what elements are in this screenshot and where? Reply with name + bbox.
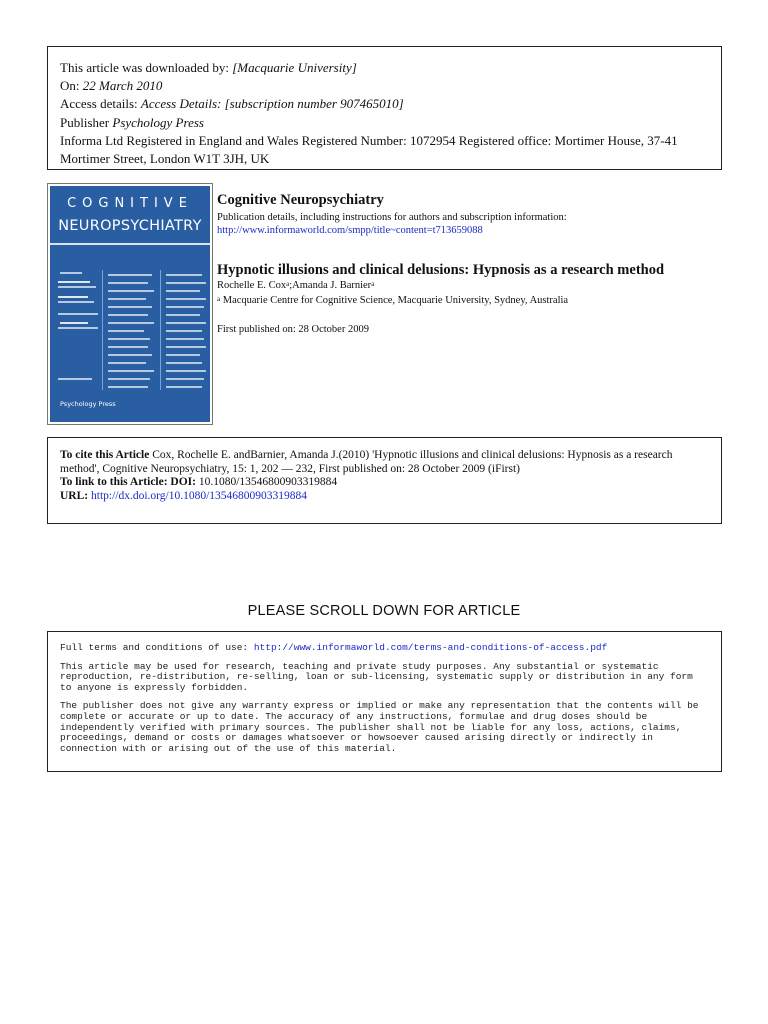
cover-text-line xyxy=(166,290,200,292)
cover-text-line xyxy=(58,327,98,329)
cover-text-line xyxy=(166,314,200,316)
journal-cover-art xyxy=(50,186,210,422)
article-title: Hypnotic illusions and clinical delusions: Hypnosis as a research method xyxy=(217,262,665,278)
cover-text-line xyxy=(166,282,206,284)
doi-label: To link to this Article: DOI: xyxy=(60,476,196,488)
downloaded-by-value: [Macquarie University] xyxy=(232,60,357,75)
citation-box xyxy=(47,437,722,524)
download-date-line xyxy=(60,77,709,95)
cover-text-line xyxy=(108,370,154,372)
cover-text-line xyxy=(108,386,148,388)
cover-text-line xyxy=(166,346,206,348)
cover-text-line xyxy=(108,282,148,284)
cover-text-line xyxy=(108,338,150,340)
affiliation-marker: a xyxy=(217,295,221,303)
author-affiliation xyxy=(217,294,568,307)
author-separator: ; xyxy=(289,280,293,291)
affiliation-marker: a xyxy=(286,280,290,288)
cover-column-divider xyxy=(160,270,161,390)
cover-text-line xyxy=(58,296,88,298)
cover-text-line xyxy=(108,354,152,356)
cover-publisher-logo: Psychology Press xyxy=(60,400,116,408)
access-details-value: Access Details: [subscription number 907465010] xyxy=(140,96,404,112)
cover-text-line xyxy=(58,313,98,315)
cover-text-line xyxy=(166,362,202,364)
cover-text-line xyxy=(166,338,204,340)
full-terms-line xyxy=(60,643,709,654)
scroll-down-message: PLEASE SCROLL DOWN FOR ARTICLE xyxy=(247,603,521,619)
url-line xyxy=(60,490,709,504)
download-date-value: 22 March 2010 xyxy=(82,78,163,94)
cover-text-line xyxy=(108,298,146,300)
doi-line xyxy=(60,476,709,490)
author-name: Amanda J. Barnier xyxy=(292,280,372,291)
cover-text-line xyxy=(58,301,94,303)
downloaded-by-line xyxy=(60,59,709,77)
doi-url-link[interactable]: http://dx.doi.org/10.1080/13546800903319884 xyxy=(91,489,308,502)
cover-title-line2: NEUROPSYCHIATRY xyxy=(58,218,202,234)
cover-text-line xyxy=(108,362,146,364)
cover-text-line xyxy=(60,272,82,274)
cover-text-line xyxy=(58,378,92,380)
download-date-label: On: xyxy=(60,78,80,94)
cover-text-line xyxy=(166,370,206,372)
cover-text-line xyxy=(166,330,202,332)
cover-text-line xyxy=(58,286,96,288)
publication-details: Publication details, including instructions for authors and subscription information: xyxy=(217,212,567,223)
cover-title-line1: COGNITIVE xyxy=(67,196,193,211)
terms-paragraph-use: This article may be used for research, teaching and private study purposes. Any substantial or systematic reproduction, re-distribution, re-selling, loan or sub-licensing, systematic supply or distribution in any form to anyone is expressly forbidden. xyxy=(60,660,693,693)
journal-title: Cognitive Neuropsychiatry xyxy=(217,192,384,208)
cover-text-line xyxy=(166,298,206,300)
registration-text: Informa Ltd Registered in England and Wales Registered Number: 1072954 Registered office: Mortimer House, 37-41 Mortimer Street, London W1T 3JH, UK xyxy=(60,132,678,167)
cover-text-line xyxy=(108,346,148,348)
cover-text-line xyxy=(60,322,88,324)
cover-text-line xyxy=(166,354,200,356)
cover-text-line xyxy=(166,274,202,276)
full-terms-label: Full terms and conditions of use: xyxy=(60,642,249,653)
access-details-label: Access details: xyxy=(60,96,138,112)
cover-text-line xyxy=(108,378,150,380)
cover-text-line xyxy=(166,306,204,308)
cover-text-line xyxy=(108,314,148,316)
affiliation-marker: a xyxy=(371,280,375,288)
cover-text-line xyxy=(166,322,206,324)
publisher-line xyxy=(60,114,709,132)
downloaded-by-label: This article was downloaded by: xyxy=(60,60,229,75)
journal-block xyxy=(47,183,722,425)
cover-text-line xyxy=(108,290,154,292)
cover-text-line xyxy=(108,322,154,324)
cite-line xyxy=(60,449,709,476)
affiliation-text: Macquarie Centre for Cognitive Science, Macquarie University, Sydney, Australia xyxy=(222,295,569,306)
journal-cover-image xyxy=(47,183,213,425)
cover-divider xyxy=(50,243,210,245)
cite-text: Cox, Rochelle E. andBarnier, Amanda J.(2010) 'Hypnotic illusions and clinical delusions: Hypnosis as a research method', Cognitive Neuropsychiatry, 15: 1, 202 — 232, First published on: 28 October 2009 (iFirst) xyxy=(60,449,673,475)
author-name: Rochelle E. Cox xyxy=(217,280,287,291)
terms-paragraph-warranty: The publisher does not give any warranty express or implied or make any representation that the contents will be complete or accurate or up to date. The accuracy of any instructions, formulae and drug doses should be independently verified with primary sources. The publisher shall not be liable for any loss, actions, claims, proceedings, demand or costs or damages whatsoever or howsoever caused arising directly or indirectly in connection with or arising out of the use of this material. xyxy=(60,700,699,754)
journal-url-link[interactable]: http://www.informaworld.com/smpp/title~content=t713659088 xyxy=(217,225,483,236)
terms-url-link[interactable]: http://www.informaworld.com/terms-and-conditions-of-access.pdf xyxy=(253,642,608,653)
doi-value: 10.1080/13546800903319884 xyxy=(198,476,338,488)
cover-text-line xyxy=(58,281,90,283)
download-info-box xyxy=(47,46,722,170)
cover-column-divider xyxy=(102,270,103,390)
cover-text-line xyxy=(108,330,144,332)
cite-label: To cite this Article xyxy=(60,449,150,461)
publisher-label: Publisher xyxy=(60,114,110,130)
first-published-date: First published on: 28 October 2009 xyxy=(217,324,369,335)
cover-text-line xyxy=(108,274,152,276)
access-details-line xyxy=(60,95,709,113)
article-authors xyxy=(217,279,374,292)
terms-box xyxy=(47,631,722,772)
cover-text-line xyxy=(166,378,204,380)
publisher-value: Psychology Press xyxy=(112,114,204,130)
journal-info xyxy=(217,191,722,237)
cover-text-line xyxy=(108,306,152,308)
url-label: URL: xyxy=(60,489,89,502)
cover-text-line xyxy=(166,386,202,388)
